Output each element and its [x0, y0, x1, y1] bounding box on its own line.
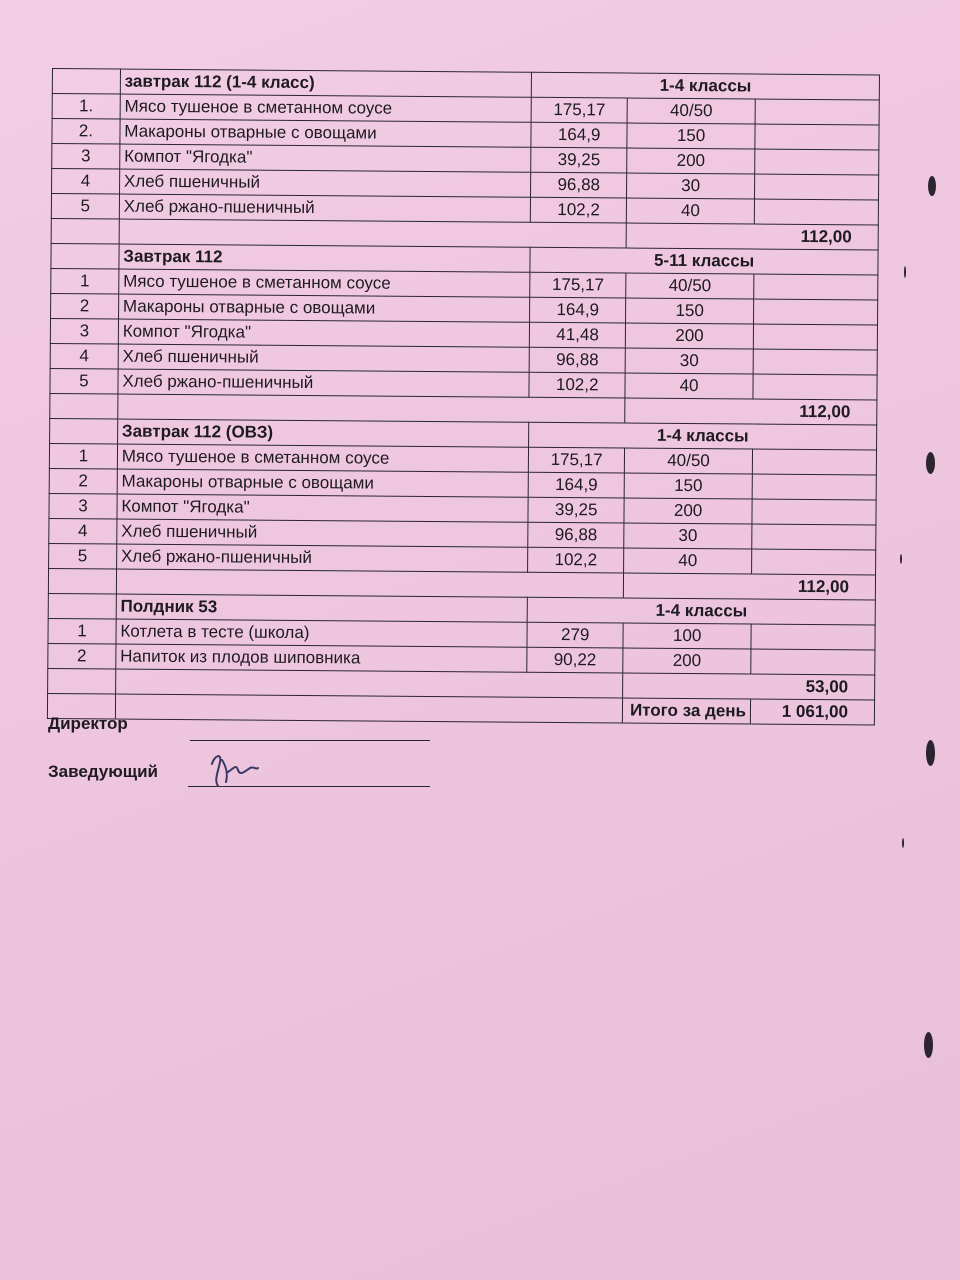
- ink-mark: [926, 740, 935, 766]
- dish-name: Хлеб пшеничный: [118, 344, 530, 372]
- item-number: 5: [50, 368, 118, 394]
- dish-name: Мясо тушеное в сметанном соусе: [119, 269, 531, 297]
- empty-cell: [755, 174, 879, 200]
- empty-cell: [751, 649, 875, 675]
- dish-price: 102,2: [528, 547, 624, 573]
- item-number: 1.: [52, 94, 120, 120]
- dish-name: Хлеб ржано-пшеничный: [118, 369, 530, 397]
- dish-price: 102,2: [529, 372, 625, 398]
- section-title: завтрак 112 (1-4 класс): [120, 69, 532, 97]
- director-label: Директор: [48, 714, 128, 733]
- dish-yield: 30: [624, 523, 752, 549]
- dish-yield: 40/50: [624, 448, 752, 474]
- empty-cell: [754, 274, 878, 300]
- dish-yield: 150: [627, 123, 755, 149]
- empty-cell: [753, 324, 877, 350]
- section-title: Полдник 53: [116, 594, 528, 622]
- item-number: 1: [51, 268, 119, 294]
- dish-yield: 40: [626, 198, 754, 224]
- empty-cell: [752, 524, 876, 550]
- section-grade: 1-4 классы: [532, 72, 880, 100]
- item-number: 2: [51, 293, 119, 319]
- empty-cell: [755, 99, 879, 125]
- empty-cell: [755, 124, 879, 150]
- ink-mark: [924, 1032, 933, 1058]
- ink-mark: [926, 452, 935, 474]
- empty-cell: [755, 149, 879, 175]
- dish-yield: 200: [623, 648, 751, 674]
- section-grade: 5-11 классы: [530, 247, 878, 275]
- dish-yield: 30: [625, 348, 753, 374]
- section-grade: 1-4 классы: [529, 422, 877, 450]
- manager-label: Заведующий: [48, 762, 159, 781]
- dish-price: 39,25: [531, 147, 627, 173]
- empty-cell: [48, 593, 116, 619]
- section-grade: 1-4 классы: [527, 597, 875, 625]
- item-number: 2.: [52, 119, 120, 145]
- empty-cell: [50, 393, 118, 419]
- dish-price: 175,17: [530, 272, 626, 298]
- empty-cell: [51, 243, 119, 269]
- dish-name: Мясо тушеное в сметанном соусе: [117, 444, 529, 472]
- dish-name: Хлеб пшеничный: [117, 519, 529, 547]
- empty-cell: [48, 568, 116, 594]
- section-total: 53,00: [623, 673, 875, 700]
- empty-cell: [754, 299, 878, 325]
- ink-mark: [900, 554, 902, 564]
- dish-yield: 200: [627, 148, 755, 174]
- dish-name: Хлеб пшеничный: [119, 169, 531, 197]
- dish-name: Компот "Ягодка": [118, 319, 530, 347]
- item-number: 4: [52, 169, 120, 195]
- dish-name: Макароны отварные с овощами: [120, 119, 532, 147]
- director-signature-line: [190, 740, 430, 741]
- item-number: 5: [51, 194, 119, 220]
- dish-name: Компот "Ягодка": [120, 144, 532, 172]
- item-number: 4: [50, 343, 118, 369]
- section-total: 112,00: [625, 398, 877, 425]
- empty-cell: [50, 418, 118, 444]
- dish-price: 96,88: [529, 347, 625, 373]
- dish-yield: 150: [626, 298, 754, 324]
- dish-yield: 30: [627, 173, 755, 199]
- ink-mark: [928, 176, 936, 196]
- item-number: 5: [49, 543, 117, 569]
- empty-cell: [752, 499, 876, 525]
- dish-price: 175,17: [529, 447, 625, 473]
- menu-table-body: [47, 69, 879, 725]
- empty-cell: [51, 218, 119, 244]
- empty-cell: [752, 549, 876, 575]
- menu-table: [47, 68, 880, 725]
- dish-yield: 200: [625, 323, 753, 349]
- item-number: 4: [49, 518, 117, 544]
- dish-yield: 200: [624, 498, 752, 524]
- item-number: 3: [50, 318, 118, 344]
- section-title: Завтрак 112: [119, 244, 531, 272]
- dish-price: 39,25: [528, 497, 624, 523]
- dish-name: Макароны отварные с овощами: [117, 469, 529, 497]
- section-total: 112,00: [623, 573, 875, 600]
- empty-cell: [48, 668, 116, 694]
- empty-cell: [752, 449, 876, 475]
- dish-name: Мясо тушеное в сметанном соусе: [120, 94, 532, 122]
- dish-yield: 100: [623, 623, 751, 649]
- empty-cell: [753, 349, 877, 375]
- item-number: 3: [52, 144, 120, 170]
- dish-price: 164,9: [528, 472, 624, 498]
- item-number: 2: [48, 643, 116, 669]
- dish-price: 164,9: [530, 297, 626, 323]
- dish-price: 41,48: [530, 322, 626, 348]
- dish-price: 102,2: [531, 197, 627, 223]
- empty-cell: [754, 199, 878, 225]
- empty-cell: [115, 694, 622, 723]
- empty-cell: [52, 69, 120, 95]
- dish-name: Напиток из плодов шиповника: [116, 644, 528, 672]
- grand-total-value: 1 061,00: [750, 699, 874, 725]
- dish-yield: 40/50: [627, 98, 755, 124]
- grand-total-label: Итого за день: [622, 698, 750, 724]
- dish-yield: 40: [625, 373, 753, 399]
- dish-yield: 150: [624, 473, 752, 499]
- empty-cell: [751, 624, 875, 650]
- dish-yield: 40: [624, 548, 752, 574]
- empty-cell: [753, 374, 877, 400]
- dish-name: Хлеб ржано-пшеничный: [119, 194, 531, 222]
- ink-mark: [902, 838, 904, 848]
- section-title: Завтрак 112 (ОВЗ): [117, 419, 529, 447]
- item-number: 1: [48, 618, 116, 644]
- manager-signature: [200, 742, 270, 798]
- empty-cell: [752, 474, 876, 500]
- dish-name: Котлета в тесте (школа): [116, 619, 528, 647]
- dish-yield: 40/50: [626, 273, 754, 299]
- dish-name: Макароны отварные с овощами: [118, 294, 530, 322]
- ink-mark: [904, 266, 906, 278]
- item-number: 3: [49, 493, 117, 519]
- dish-price: 175,17: [531, 97, 627, 123]
- dish-price: 279: [527, 622, 623, 648]
- dish-price: 90,22: [527, 647, 623, 673]
- dish-name: Хлеб ржано-пшеничный: [116, 544, 528, 572]
- item-number: 1: [49, 443, 117, 469]
- dish-price: 96,88: [531, 172, 627, 198]
- dish-price: 164,9: [531, 122, 627, 148]
- dish-name: Компот "Ягодка": [117, 494, 529, 522]
- item-number: 2: [49, 468, 117, 494]
- section-total: 112,00: [626, 223, 878, 250]
- dish-price: 96,88: [528, 522, 624, 548]
